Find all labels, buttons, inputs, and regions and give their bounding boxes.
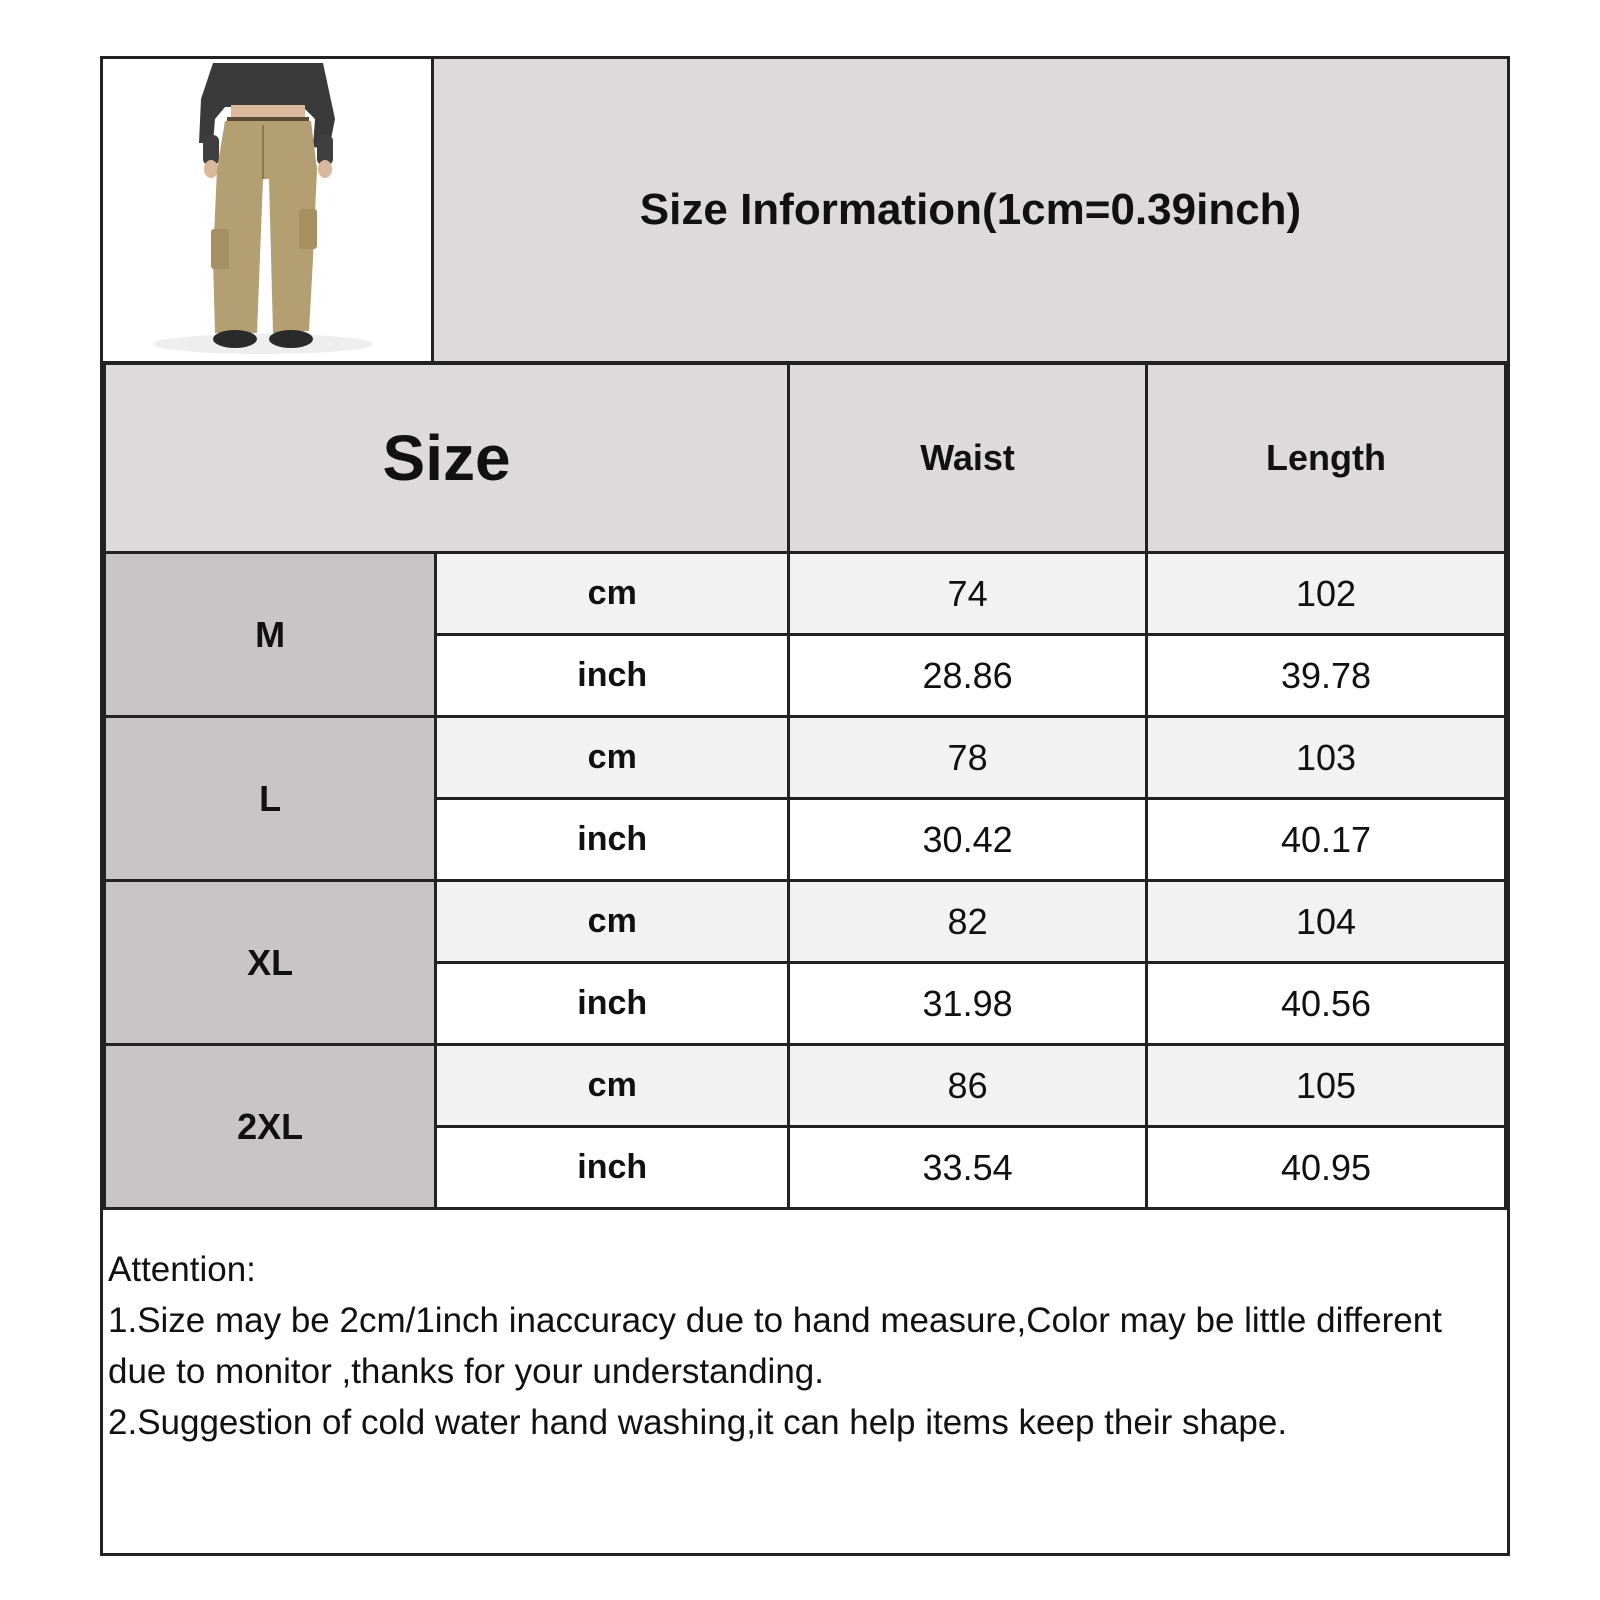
size-chart: [100, 56, 1510, 1556]
size-column-header: Size: [105, 364, 789, 553]
waist-value: 33.54: [789, 1127, 1147, 1209]
size-label: 2XL: [105, 1045, 436, 1209]
table-header-row: [105, 364, 1506, 553]
unit-label: cm: [436, 553, 789, 635]
table-row: [105, 1045, 1506, 1127]
unit-label: cm: [436, 717, 789, 799]
model-image: [103, 59, 431, 361]
length-value: 40.95: [1147, 1127, 1506, 1209]
unit-label: inch: [436, 1127, 789, 1209]
waist-column-header: Waist: [789, 364, 1147, 553]
waist-value: 31.98: [789, 963, 1147, 1045]
attention-note-2: 2.Suggestion of cold water hand washing,it can help items keep their shape.: [108, 1403, 1288, 1442]
waist-value: 28.86: [789, 635, 1147, 717]
attention-heading: Attention:: [108, 1250, 256, 1289]
length-value: 105: [1147, 1045, 1506, 1127]
unit-label: cm: [436, 881, 789, 963]
product-photo: [103, 59, 434, 364]
unit-label: cm: [436, 1045, 789, 1127]
attention-notes: [108, 1244, 1487, 1448]
length-value: 40.17: [1147, 799, 1506, 881]
size-table: [103, 362, 1507, 1210]
attention-note-1: 1.Size may be 2cm/1inch inaccuracy due to hand measure,Color may be little different due to monitor ,thanks for your understanding.: [108, 1301, 1442, 1391]
unit-label: inch: [436, 963, 789, 1045]
length-value: 103: [1147, 717, 1506, 799]
length-column-header: Length: [1147, 364, 1506, 553]
chart-header: [103, 59, 1507, 367]
table-row: [105, 553, 1506, 635]
length-value: 102: [1147, 553, 1506, 635]
length-value: 39.78: [1147, 635, 1506, 717]
size-info-title: Size Information(1cm=0.39inch): [434, 59, 1507, 364]
table-row: [105, 717, 1506, 799]
size-label: M: [105, 553, 436, 717]
length-value: 104: [1147, 881, 1506, 963]
length-value: 40.56: [1147, 963, 1506, 1045]
waist-value: 30.42: [789, 799, 1147, 881]
unit-label: inch: [436, 799, 789, 881]
size-label: L: [105, 717, 436, 881]
waist-value: 74: [789, 553, 1147, 635]
waist-value: 78: [789, 717, 1147, 799]
waist-value: 86: [789, 1045, 1147, 1127]
waist-value: 82: [789, 881, 1147, 963]
unit-label: inch: [436, 635, 789, 717]
size-label: XL: [105, 881, 436, 1045]
table-row: [105, 881, 1506, 963]
